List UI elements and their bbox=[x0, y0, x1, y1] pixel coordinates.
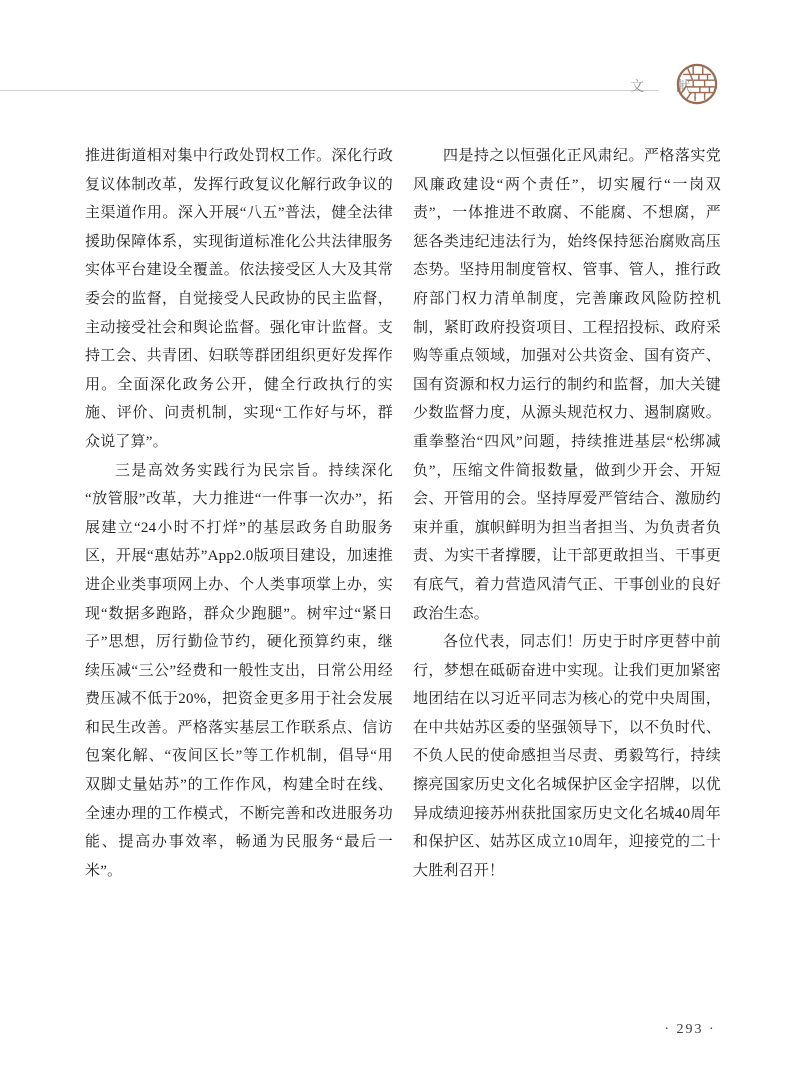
body-paragraph: 四是持之以恒强化正风肃纪。严格落实党风廉政建设“两个责任”，切实履行“一岗双责”，一体推进不敢腐、不能腐、不想腐，严惩各类违纪违法行为，始终保持惩治腐败高压态势。坚持用制度管权、管事、管人，推行政府部门权力清单制度，完善廉政风险防控机制，紧盯政府投资项目、工程招投标、政府采购等重点领域，加强对公共资金、国有资产、国有资源和权力运行的制约和监督，加大关键少数监督力度，从源头规范权力、遏制腐败。重拳整治“四风”问题，持续推进基层“松绑减负”，压缩文件简报数量，做到少开会、开短会、开管用的会。坚持厚爱严管结合、激励约束并重，旗帜鲜明为担当者担当、为负责者负责、为实干者撑腰，让干部更敢担当、干事更有底气，着力营造风清气正、干事创业的良好政治生态。 bbox=[413, 148, 721, 622]
body-paragraph: 各位代表，同志们！历史于时序更替中前行，梦想在砥砺奋进中实现。让我们更加紧密地团结在以习近平同志为核心的党中央周围，在中共姑苏区委的坚强领导下，以不负时代、不负人民的使命感担当尽责、勇毅笃行，持续擦亮国家历史文化名城保护区金字招牌，以优异成绩迎接苏州获批国家历史文化名城40周年和保护区、姑苏区成立10周年，迎接党的二十大胜利召开！ bbox=[413, 634, 721, 879]
text-columns bbox=[85, 142, 721, 885]
garden-lattice-seal-icon bbox=[676, 63, 718, 105]
header-rule bbox=[0, 90, 658, 91]
body-paragraph: 三是高效务实践行为民宗旨。持续深化“放管服”改革，大力推进“一件事一次办”，拓展建立“24小时不打烊”的基层政务自助服务区，开展“惠姑苏”App2.0版项目建设，加速推进企业类事项网上办、个人类事项掌上办，实现“数据多跑路，群众少跑腿”。树牢过“紧日子”思想，厉行勤俭节约，硬化预算约束，继续压减“三公”经费和一般性支出，日常公用经费压减不低于20%，把资金更多用于社会发展和民生改善。严格落实基层工作联系点、信访包案化解、“夜间区长”等工作机制，倡导“用双脚丈量姑苏”的工作作风，构建全时在线、全速办理的工作模式，不断完善和改进服务功能、提高办事效率，畅通为民服务“最后一米”。 bbox=[85, 462, 393, 879]
left-column bbox=[85, 142, 393, 885]
page-number: · 293 · bbox=[664, 1022, 716, 1037]
page-footer bbox=[640, 1020, 740, 1038]
section-label: 文 献 bbox=[630, 80, 699, 95]
right-column bbox=[413, 142, 721, 885]
body-paragraph: 推进街道相对集中行政处罚权工作。深化行政复议体制改革，发挥行政复议化解行政争议的主渠道作用。深入开展“八五”普法，健全法律援助保障体系，实现街道标准化公共法律服务实体平台建设全覆盖。依法接受区人大及其常委会的监督，自觉接受人民政协的民主监督，主动接受社会和舆论监督。强化审计监督。支持工会、共青团、妇联等群团组织更好发挥作用。全面深化政务公开，健全行政执行的实施、评价、问责机制，实现“工作好与坏，群众说了算”。 bbox=[85, 148, 393, 450]
